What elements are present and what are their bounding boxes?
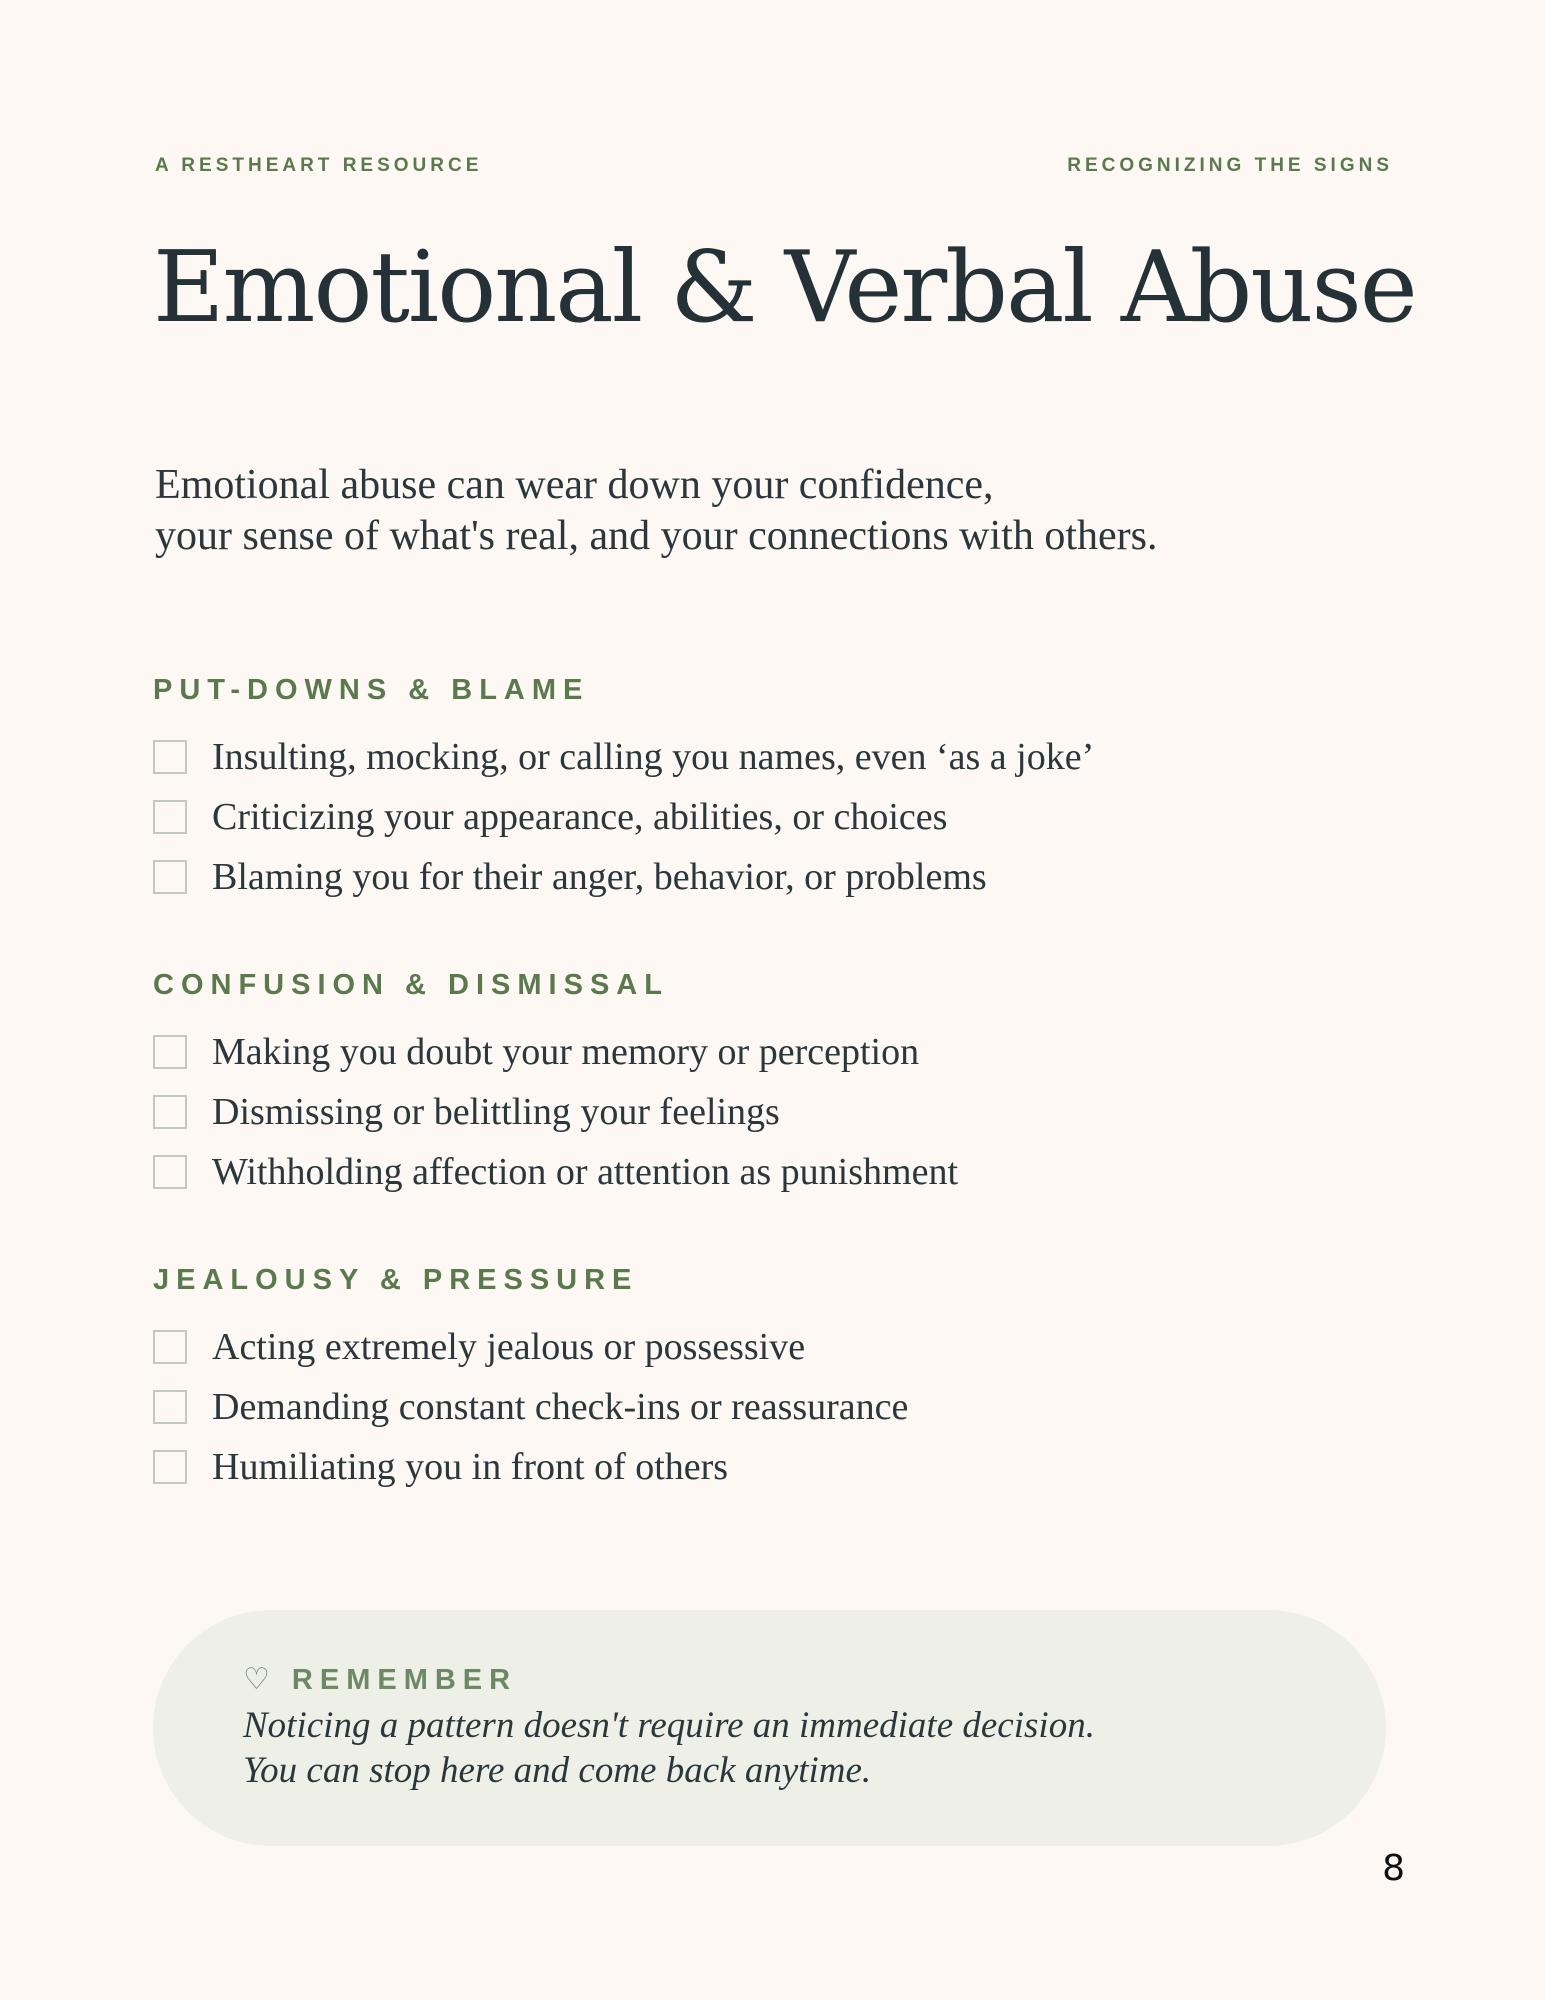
checklist-item[interactable]	[153, 1082, 1403, 1142]
section-label: RECOGNIZING THE SIGNS	[1067, 155, 1393, 176]
checklist-item[interactable]	[153, 1022, 1403, 1082]
intro-paragraph	[155, 460, 1405, 562]
checklist	[153, 727, 1403, 907]
checklist-item-label: Humiliating you in front of others	[212, 1446, 729, 1488]
checkbox[interactable]	[153, 740, 187, 774]
resource-label: A RESTHEART RESOURCE	[155, 155, 483, 176]
remember-callout	[153, 1610, 1386, 1846]
checklist	[153, 1317, 1403, 1497]
callout-text	[243, 1703, 1386, 1793]
checklist-item-label: Demanding constant check-ins or reassurance	[212, 1386, 909, 1428]
callout-heading	[243, 1663, 1386, 1697]
callout-line: Noticing a pattern doesn't require an immediate decision.	[243, 1705, 1095, 1746]
checklist-item-label: Insulting, mocking, or calling you names, even ‘as a joke’	[212, 736, 1095, 778]
section-put-downs-blame	[153, 673, 1403, 907]
checklist-item[interactable]	[153, 787, 1403, 847]
callout-label: REMEMBER	[291, 1664, 518, 1696]
checklist-item-label: Making you doubt your memory or perception	[212, 1031, 920, 1073]
checkbox[interactable]	[153, 1035, 187, 1069]
checklist-item-label: Criticizing your appearance, abilities, or choices	[212, 796, 948, 838]
section-confusion-dismissal	[153, 968, 1403, 1202]
section-heading: JEALOUSY & PRESSURE	[153, 1264, 639, 1296]
checklist-item[interactable]	[153, 1437, 1403, 1497]
intro-line: Emotional abuse can wear down your confidence,	[155, 462, 994, 508]
checkbox[interactable]	[153, 800, 187, 834]
section-heading: CONFUSION & DISMISSAL	[153, 969, 669, 1001]
checkbox[interactable]	[153, 1390, 187, 1424]
checklist-item-label: Withholding affection or attention as punishment	[212, 1151, 959, 1193]
checklist-item[interactable]	[153, 1317, 1403, 1377]
checklist-item-label: Acting extremely jealous or possessive	[212, 1326, 806, 1368]
checkbox[interactable]	[153, 1155, 187, 1189]
heart-outline-icon: ♡	[243, 1662, 270, 1697]
checklist-item[interactable]	[153, 1142, 1403, 1202]
checkbox[interactable]	[153, 1095, 187, 1129]
section-heading: PUT-DOWNS & BLAME	[153, 674, 590, 706]
checkbox[interactable]	[153, 1450, 187, 1484]
checklist	[153, 1022, 1403, 1202]
checkbox[interactable]	[153, 1330, 187, 1364]
page-number: 8	[1382, 1848, 1405, 1889]
checklist-item[interactable]	[153, 1377, 1403, 1437]
callout-line: You can stop here and come back anytime.	[243, 1750, 872, 1791]
checklist-item-label: Blaming you for their anger, behavior, or problems	[212, 856, 987, 898]
checklist-item[interactable]	[153, 727, 1403, 787]
checklist-item[interactable]	[153, 847, 1403, 907]
checkbox[interactable]	[153, 860, 187, 894]
checklist-item-label: Dismissing or belittling your feelings	[212, 1091, 780, 1133]
page-title: Emotional & Verbal Abuse	[153, 231, 1416, 345]
section-jealousy-pressure	[153, 1263, 1403, 1497]
intro-line: your sense of what's real, and your connections with others.	[155, 513, 1158, 559]
